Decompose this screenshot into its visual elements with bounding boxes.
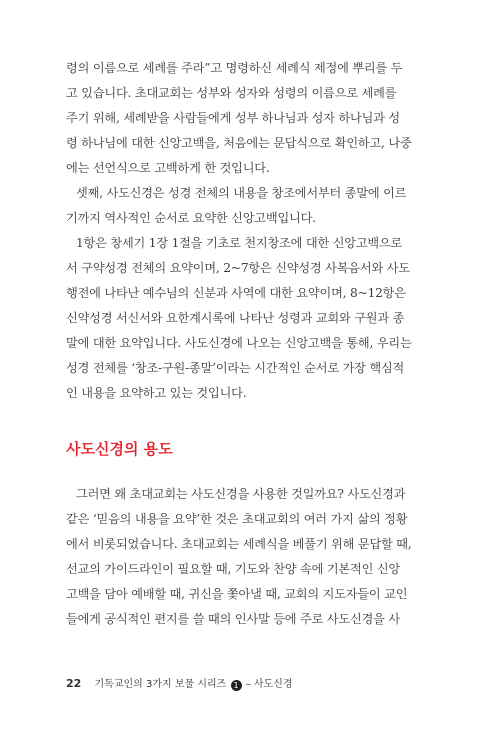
body-line: 기까지 역사적인 순서로 요약한 신앙고백입니다. (66, 211, 316, 225)
body-line: 령의 이름으로 세례를 주라”고 명령하신 세례식 제정에 뿌리를 두 (66, 61, 403, 75)
body-text-section-1 (66, 56, 436, 406)
series-number-badge-icon: 1 (231, 680, 242, 691)
page-number: 22 (66, 677, 82, 690)
page-footer (66, 675, 293, 693)
section-heading: 사도신경의 용도 (66, 440, 173, 458)
body-line: 서 구약성경 전체의 요약이며, 2~7항은 신약성경 사복음서와 사도 (66, 261, 410, 275)
body-line: 그러면 왜 초대교회는 사도신경을 사용한 것일까요? 사도신경과 (76, 487, 406, 501)
body-line: 인 내용을 요약하고 있는 것입니다. (66, 386, 247, 400)
body-line: 행전에 나타난 예수님의 신분과 사역에 대한 요약이며, 8~12항은 (66, 286, 406, 300)
body-line: 성경 전체를 ‘창조-구원-종말’이라는 시간적인 순서로 가장 핵심적 (66, 361, 405, 375)
body-line: 에서 비롯되었습니다. 초대교회는 세례식을 베풀기 위해 문답할 때, (66, 537, 412, 551)
body-text-section-2 (66, 482, 436, 632)
footer-suffix: – 사도신경 (245, 679, 293, 690)
body-line: 셋째, 사도신경은 성경 전체의 내용을 창조에서부터 종말에 이르 (76, 186, 407, 200)
body-line: 들에게 공식적인 편지를 쓸 때의 인사말 등에 주로 사도신경을 사 (66, 612, 400, 626)
series-title: 기독교인의 3가지 보물 시리즈 (94, 679, 227, 690)
body-line: 신약성경 서신서와 요한계시록에 나타난 성령과 교회와 구원과 종 (66, 311, 405, 325)
body-line: 고백을 담아 예배할 때, 귀신을 쫓아낼 때, 교회의 지도자들이 교인 (66, 587, 408, 601)
body-line: 같은 ‘믿음의 내용을 요약’한 것은 초대교회의 여러 가지 삶의 정황 (66, 512, 408, 526)
body-line: 1항은 창세기 1장 1절을 기초로 천지창조에 대한 신앙고백으로 (76, 236, 403, 250)
body-line: 령 하나님에 대한 신앙고백을, 처음에는 문답식으로 확인하고, 나중 (66, 136, 412, 150)
body-line: 에는 선언식으로 고백하게 한 것입니다. (66, 161, 270, 175)
body-line: 고 있습니다. 초대교회는 성부와 성자와 성령의 이름으로 세례를 (66, 86, 397, 100)
body-line: 주기 위해, 세례받을 사람들에게 성부 하나님과 성자 하나님과 성 (66, 111, 400, 125)
body-line: 선교의 가이드라인이 필요할 때, 기도와 찬양 속에 기본적인 신앙 (66, 562, 400, 576)
body-line: 말에 대한 요약입니다. 사도신경에 나오는 신앙고백을 통해, 우리는 (66, 336, 412, 350)
